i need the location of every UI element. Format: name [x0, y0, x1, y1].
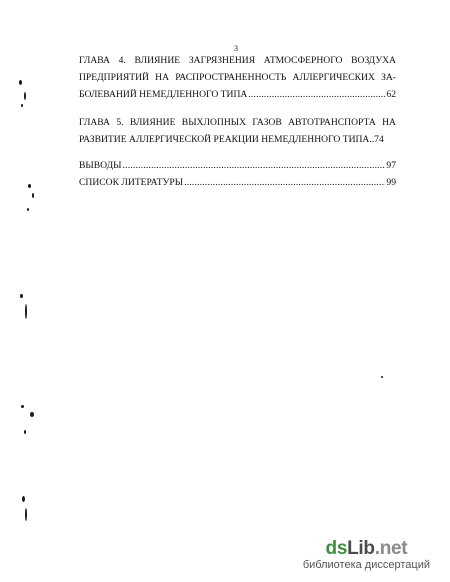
scan-speck [24, 92, 26, 100]
scan-speck [25, 508, 27, 521]
toc-entry-chapter-4 [79, 52, 396, 103]
toc-line-text: РАЗВИТИЕ АЛЛЕРГИЧЕСКОЙ РЕАКЦИИ НЕМЕДЛЕННОГО ТИПА.. [79, 134, 375, 145]
toc-line-with-page [79, 131, 396, 148]
scan-speck [21, 405, 24, 408]
dslib-watermark [303, 539, 430, 572]
toc-line: ГЛАВА 4. ВЛИЯНИЕ ЗАГРЯЗНЕНИЯ АТМОСФЕРНОГО ВОЗДУХА [79, 55, 396, 66]
toc-entry-conclusions [79, 157, 396, 174]
scan-speck [28, 184, 31, 188]
scan-speck [381, 376, 383, 378]
toc-line-text: СПИСОК ЛИТЕРАТУРЫ [79, 177, 184, 188]
scan-speck [22, 496, 25, 502]
table-of-contents [79, 52, 396, 191]
toc-line: ПРЕДПРИЯТИЙ НА РАСПРОСТРАНЕННОСТЬ АЛЛЕРГИЧЕСКИХ ЗА- [79, 72, 396, 83]
watermark-logo [303, 539, 430, 559]
scan-speck [24, 430, 26, 434]
dot-leader [123, 157, 386, 174]
scan-speck [30, 412, 34, 417]
scan-speck [21, 104, 23, 107]
toc-line-with-page [79, 157, 396, 174]
toc-page-number: 62 [386, 89, 396, 100]
toc-line: ГЛАВА 5. ВЛИЯНИЕ ВЫХЛОПНЫХ ГАЗОВ АВТОТРАНСПОРТА НА [79, 117, 396, 128]
watermark-logo-net: .net [374, 538, 408, 559]
scan-speck [20, 294, 23, 298]
page-number: 3 [234, 44, 238, 53]
toc-line-text: ВЫВОДЫ [79, 160, 122, 171]
toc-page-number: 99 [386, 177, 396, 188]
scan-speck [19, 80, 22, 85]
dot-leader [184, 174, 385, 191]
toc-line-text: БОЛЕВАНИЙ НЕМЕДЛЕННОГО ТИПА [79, 89, 248, 100]
toc-page-number: 97 [386, 160, 396, 171]
scan-speck [32, 193, 34, 198]
watermark-logo-lib: Lib [347, 538, 375, 559]
dot-leader [248, 86, 385, 103]
toc-entry-references [79, 174, 396, 191]
toc-entry-chapter-5 [79, 114, 396, 148]
scan-speck [25, 304, 27, 319]
toc-line-with-page [79, 86, 396, 103]
scan-speck [27, 208, 29, 211]
toc-line-with-page [79, 174, 396, 191]
watermark-subtitle: библиотека диссертаций [302, 559, 430, 571]
toc-page-number: 74 [374, 134, 384, 145]
watermark-logo-ds: ds [325, 538, 348, 559]
